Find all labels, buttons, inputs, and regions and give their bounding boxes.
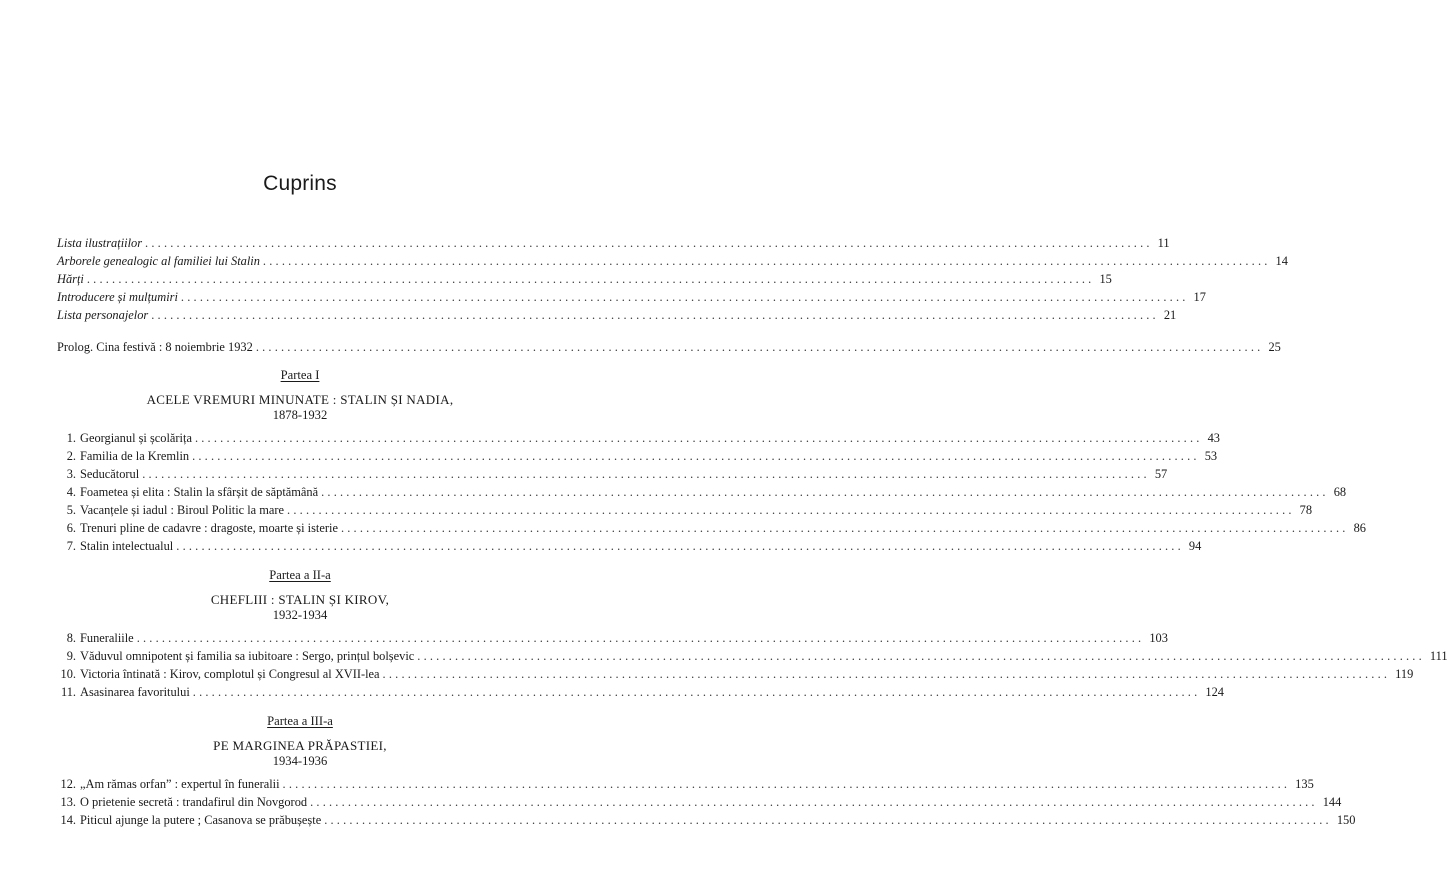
toc-leader-dots: ................................................................................................................................................................ (321, 485, 1329, 499)
toc-leader-dots: ................................................................................................................................................................ (86, 272, 1095, 286)
toc-leader-dots: ................................................................................................................................................................ (145, 236, 1153, 250)
toc-entry-label: Hărți (57, 272, 84, 286)
toc-entry-label: Funeraliile (80, 631, 134, 645)
toc-entry-page: 135 (1295, 777, 1314, 791)
toc-chapter-number: 12. (60, 777, 76, 791)
toc-chapter[interactable] (57, 503, 1313, 521)
toc-chapter-number: 10. (60, 667, 76, 681)
toc-chapter-number: 7. (66, 539, 76, 553)
toc-entry-label: Văduvul omnipotent și familia sa iubitoare : Sergo, prințul bolșevic (80, 649, 415, 663)
toc-entry-page: 103 (1149, 631, 1168, 645)
toc-entry-label: Arborele genealogic al familiei lui Stalin (57, 254, 260, 268)
toc-entry-label: Seducătorul (80, 467, 140, 481)
toc-entry-page: 124 (1205, 685, 1224, 699)
toc-chapter-number: 13. (60, 795, 76, 809)
toc-entry-page: 144 (1322, 795, 1342, 809)
toc-chapter-number: 3. (66, 467, 76, 481)
toc-chapter[interactable] (57, 467, 1168, 485)
toc-leader-dots: ................................................................................................................................................................ (340, 521, 1349, 535)
toc-chapter[interactable] (57, 813, 1356, 831)
toc-leader-dots: ................................................................................................................................................................ (262, 254, 1271, 268)
toc-entry-page: 94 (1188, 539, 1202, 553)
toc-entry-label: Lista personajelor (57, 308, 149, 322)
toc-chapter-number: 8. (66, 631, 76, 645)
toc-entry-page: 78 (1299, 503, 1313, 517)
toc-entry-label: Vacanțele și iadul : Biroul Politic la mare (80, 503, 285, 517)
toc-entry-page: 21 (1163, 308, 1177, 322)
toc-entry-label: O prietenie secretă : trandafirul din Novgorod (80, 795, 308, 809)
toc-chapter[interactable] (57, 485, 1347, 503)
toc-entry-page: 150 (1336, 813, 1356, 827)
toc-leader-dots: ................................................................................................................................................................ (282, 777, 1291, 791)
toc-leader-dots: ................................................................................................................................................................ (192, 685, 1201, 699)
toc-entry-label: Georgianul și școlărița (80, 431, 192, 445)
toc-entry-label: Trenuri pline de cadavre : dragoste, moarte și isterie (80, 521, 338, 535)
toc-leader-dots: ................................................................................................................................................................ (382, 667, 1391, 681)
toc-chapter[interactable] (57, 667, 1414, 685)
toc-entry-introducere[interactable] (57, 290, 1206, 308)
toc-entry-label: Lista ilustrațiilor (57, 236, 143, 250)
toc-chapter[interactable] (57, 631, 1168, 649)
toc-entry-page: 15 (1099, 272, 1112, 286)
toc-entry-page: 86 (1353, 521, 1366, 535)
toc-entry-label: Stalin intelectualul (80, 539, 174, 553)
toc-entry-prolog[interactable] (57, 340, 1281, 358)
part-heading-label: Partea a II-a (269, 568, 331, 582)
toc-chapter-number: 2. (66, 449, 76, 463)
part-heading-title: CHEFLIII : STALIN ȘI KIROV, (210, 592, 390, 607)
toc-entry-page: 119 (1395, 667, 1414, 681)
toc-leader-dots: ................................................................................................................................................................ (151, 308, 1159, 322)
toc-entry-label: Piticul ajunge la putere ; Casanova se prăbușește (80, 813, 322, 827)
toc-entry-arborele-genealogic[interactable] (57, 254, 1288, 272)
toc-leader-dots: ................................................................................................................................................................ (176, 539, 1184, 553)
toc-leader-dots: ................................................................................................................................................................ (142, 467, 1150, 481)
part-heading-label: Partea a III-a (267, 714, 333, 728)
toc-chapter-number: 6. (66, 521, 76, 535)
toc-chapter[interactable] (57, 685, 1224, 703)
toc-leader-dots: ................................................................................................................................................................ (310, 795, 1318, 809)
part-heading-label: Partea I (280, 368, 320, 382)
toc-chapter[interactable] (57, 521, 1366, 539)
toc-chapter[interactable] (57, 795, 1342, 813)
toc-chapter[interactable] (57, 431, 1220, 449)
toc-chapter[interactable] (57, 539, 1202, 557)
toc-entry-label: Foametea și elita : Stalin la sfârșit de săptămână (80, 485, 319, 499)
toc-entry-page: 17 (1193, 290, 1206, 304)
toc-chapter[interactable] (57, 777, 1314, 795)
part-heading-title: PE MARGINEA PRĂPASTIEI, (213, 738, 387, 753)
toc-chapter-number: 9. (66, 649, 76, 663)
toc-entry-page: 25 (1268, 340, 1281, 354)
toc-chapter-number: 4. (66, 485, 76, 499)
toc-entry-label: Familia de la Kremlin (80, 449, 190, 463)
toc-entry-page: 14 (1275, 254, 1288, 268)
toc-entry-page: 57 (1154, 467, 1168, 481)
toc-entry-page: 53 (1204, 449, 1218, 463)
toc-leader-dots: ................................................................................................................................................................ (287, 503, 1295, 517)
toc-entry-label: Prolog. Cina festivă : 8 noiembrie 1932 (57, 340, 253, 354)
toc-entry-page: 111 (1429, 649, 1448, 663)
toc-entry-label: Asasinarea favoritului (80, 685, 190, 699)
toc-leader-dots: ................................................................................................................................................................ (194, 431, 1203, 445)
toc-entry-label: „Am rămas orfan” : expertul în funeralii (80, 777, 280, 791)
toc-leader-dots: ................................................................................................................................................................ (192, 449, 1200, 463)
toc-leader-dots: ................................................................................................................................................................ (255, 340, 1264, 354)
toc-chapter-number: 5. (66, 503, 76, 517)
toc-leader-dots: ................................................................................................................................................................ (180, 290, 1189, 304)
toc-chapter-number: 11. (60, 685, 76, 699)
part-heading-title: ACELE VREMURI MINUNATE : STALIN ȘI NADIA, (146, 392, 454, 407)
toc-entry-lista-ilustratiilor[interactable] (57, 236, 1170, 254)
part-heading-years: 1878-1932 (272, 408, 328, 422)
toc-chapter[interactable] (57, 649, 1448, 667)
toc-entry-page: 43 (1207, 431, 1220, 445)
toc-entry-page: 11 (1157, 236, 1170, 250)
toc-leader-dots: ................................................................................................................................................................ (136, 631, 1145, 645)
part-heading-years: 1932-1934 (272, 608, 328, 622)
toc-entry-label: Introducere și mulțumiri (57, 290, 178, 304)
toc-leader-dots: ................................................................................................................................................................ (417, 649, 1425, 663)
toc-chapter[interactable] (57, 449, 1218, 467)
toc-chapter-number: 1. (66, 431, 76, 445)
toc-entry-label: Victoria întinată : Kirov, complotul și Congresul al XVII-lea (80, 667, 380, 681)
part-heading-years: 1934-1936 (272, 754, 328, 768)
toc-entry-page: 68 (1333, 485, 1347, 499)
toc-entry-harti[interactable] (57, 272, 1112, 290)
toc-chapter-number: 14. (60, 813, 76, 827)
page-title: Cuprins (263, 172, 337, 195)
toc-entry-lista-personajelor[interactable] (57, 308, 1177, 326)
toc-leader-dots: ................................................................................................................................................................ (324, 813, 1332, 827)
